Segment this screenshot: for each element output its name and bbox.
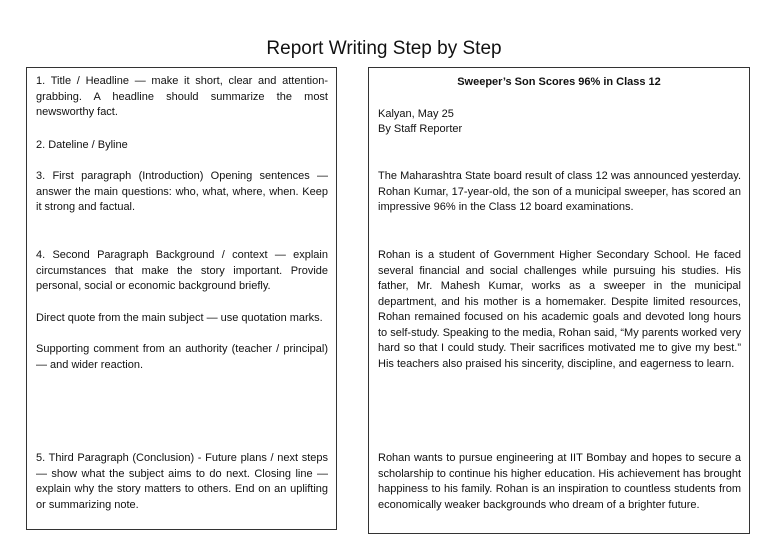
step-first-paragraph: 3. First paragraph (Introduction) Opening sentences — answer the main questions: who, what, where, when. Keep it strong and factual. <box>36 170 328 213</box>
report-headline: Sweeper’s Son Scores 96% in Class 12 <box>457 76 661 88</box>
report-byline: By Staff Reporter <box>378 123 463 135</box>
quote-note: Direct quote from the main subject — use quotation marks. <box>36 312 323 324</box>
step-third-paragraph: 5. Third Paragraph (Conclusion) - Future plans / next steps — show what the subject aims to do next. Closing line — explain why the story matters to others. End on an uplifting or summarizing note. <box>36 452 328 511</box>
step-dateline-byline: 2. Dateline / Byline <box>36 139 128 151</box>
report-paragraph-background: Rohan is a student of Government Higher Secondary School. He faced several financial and social challenges while pursuing his studies. His father, Mr. Mahesh Kumar, works as a sweeper in the municipal department, and his mother is a homemaker. Despite limited resources, Rohan remained focused on his academic goals and devoted long hours to self-study. Speaking to the media, Rohan said, “My parents worked very hard so that I could study. Their sacrifices motivated me to give my best.” His teachers also praised his sincerity, discipline, and eagerness to learn. <box>378 249 741 370</box>
report-dateline: Kalyan, May 25 <box>378 108 454 120</box>
steps-panel <box>26 67 337 530</box>
page-title: Report Writing Step by Step <box>266 38 502 59</box>
step-title-headline: 1. Title / Headline — make it short, clear and attention-grabbing. A headline should summarize the most newsworthy fact. <box>36 75 328 118</box>
step-second-paragraph: 4. Second Paragraph Background / context — explain circumstances that make the story important. Provide personal, social or economic background briefly. <box>36 249 328 292</box>
support-note: Supporting comment from an authority (teacher / principal) — and wider reaction. <box>36 343 328 371</box>
report-paragraph-intro: The Maharashtra State board result of class 12 was announced yesterday. Rohan Kumar, 17-year-old, the son of a municipal sweeper, has scored an impressive 96% in the Class 12 board examinations. <box>378 170 741 213</box>
sample-report-panel <box>368 67 750 534</box>
report-paragraph-conclusion: Rohan wants to pursue engineering at IIT Bombay and hopes to secure a scholarship to continue his higher education. His achievement has brought happiness to his family. Rohan is an inspiration to countless students from economically weaker backgrounds who dream of a brighter future. <box>378 452 741 511</box>
